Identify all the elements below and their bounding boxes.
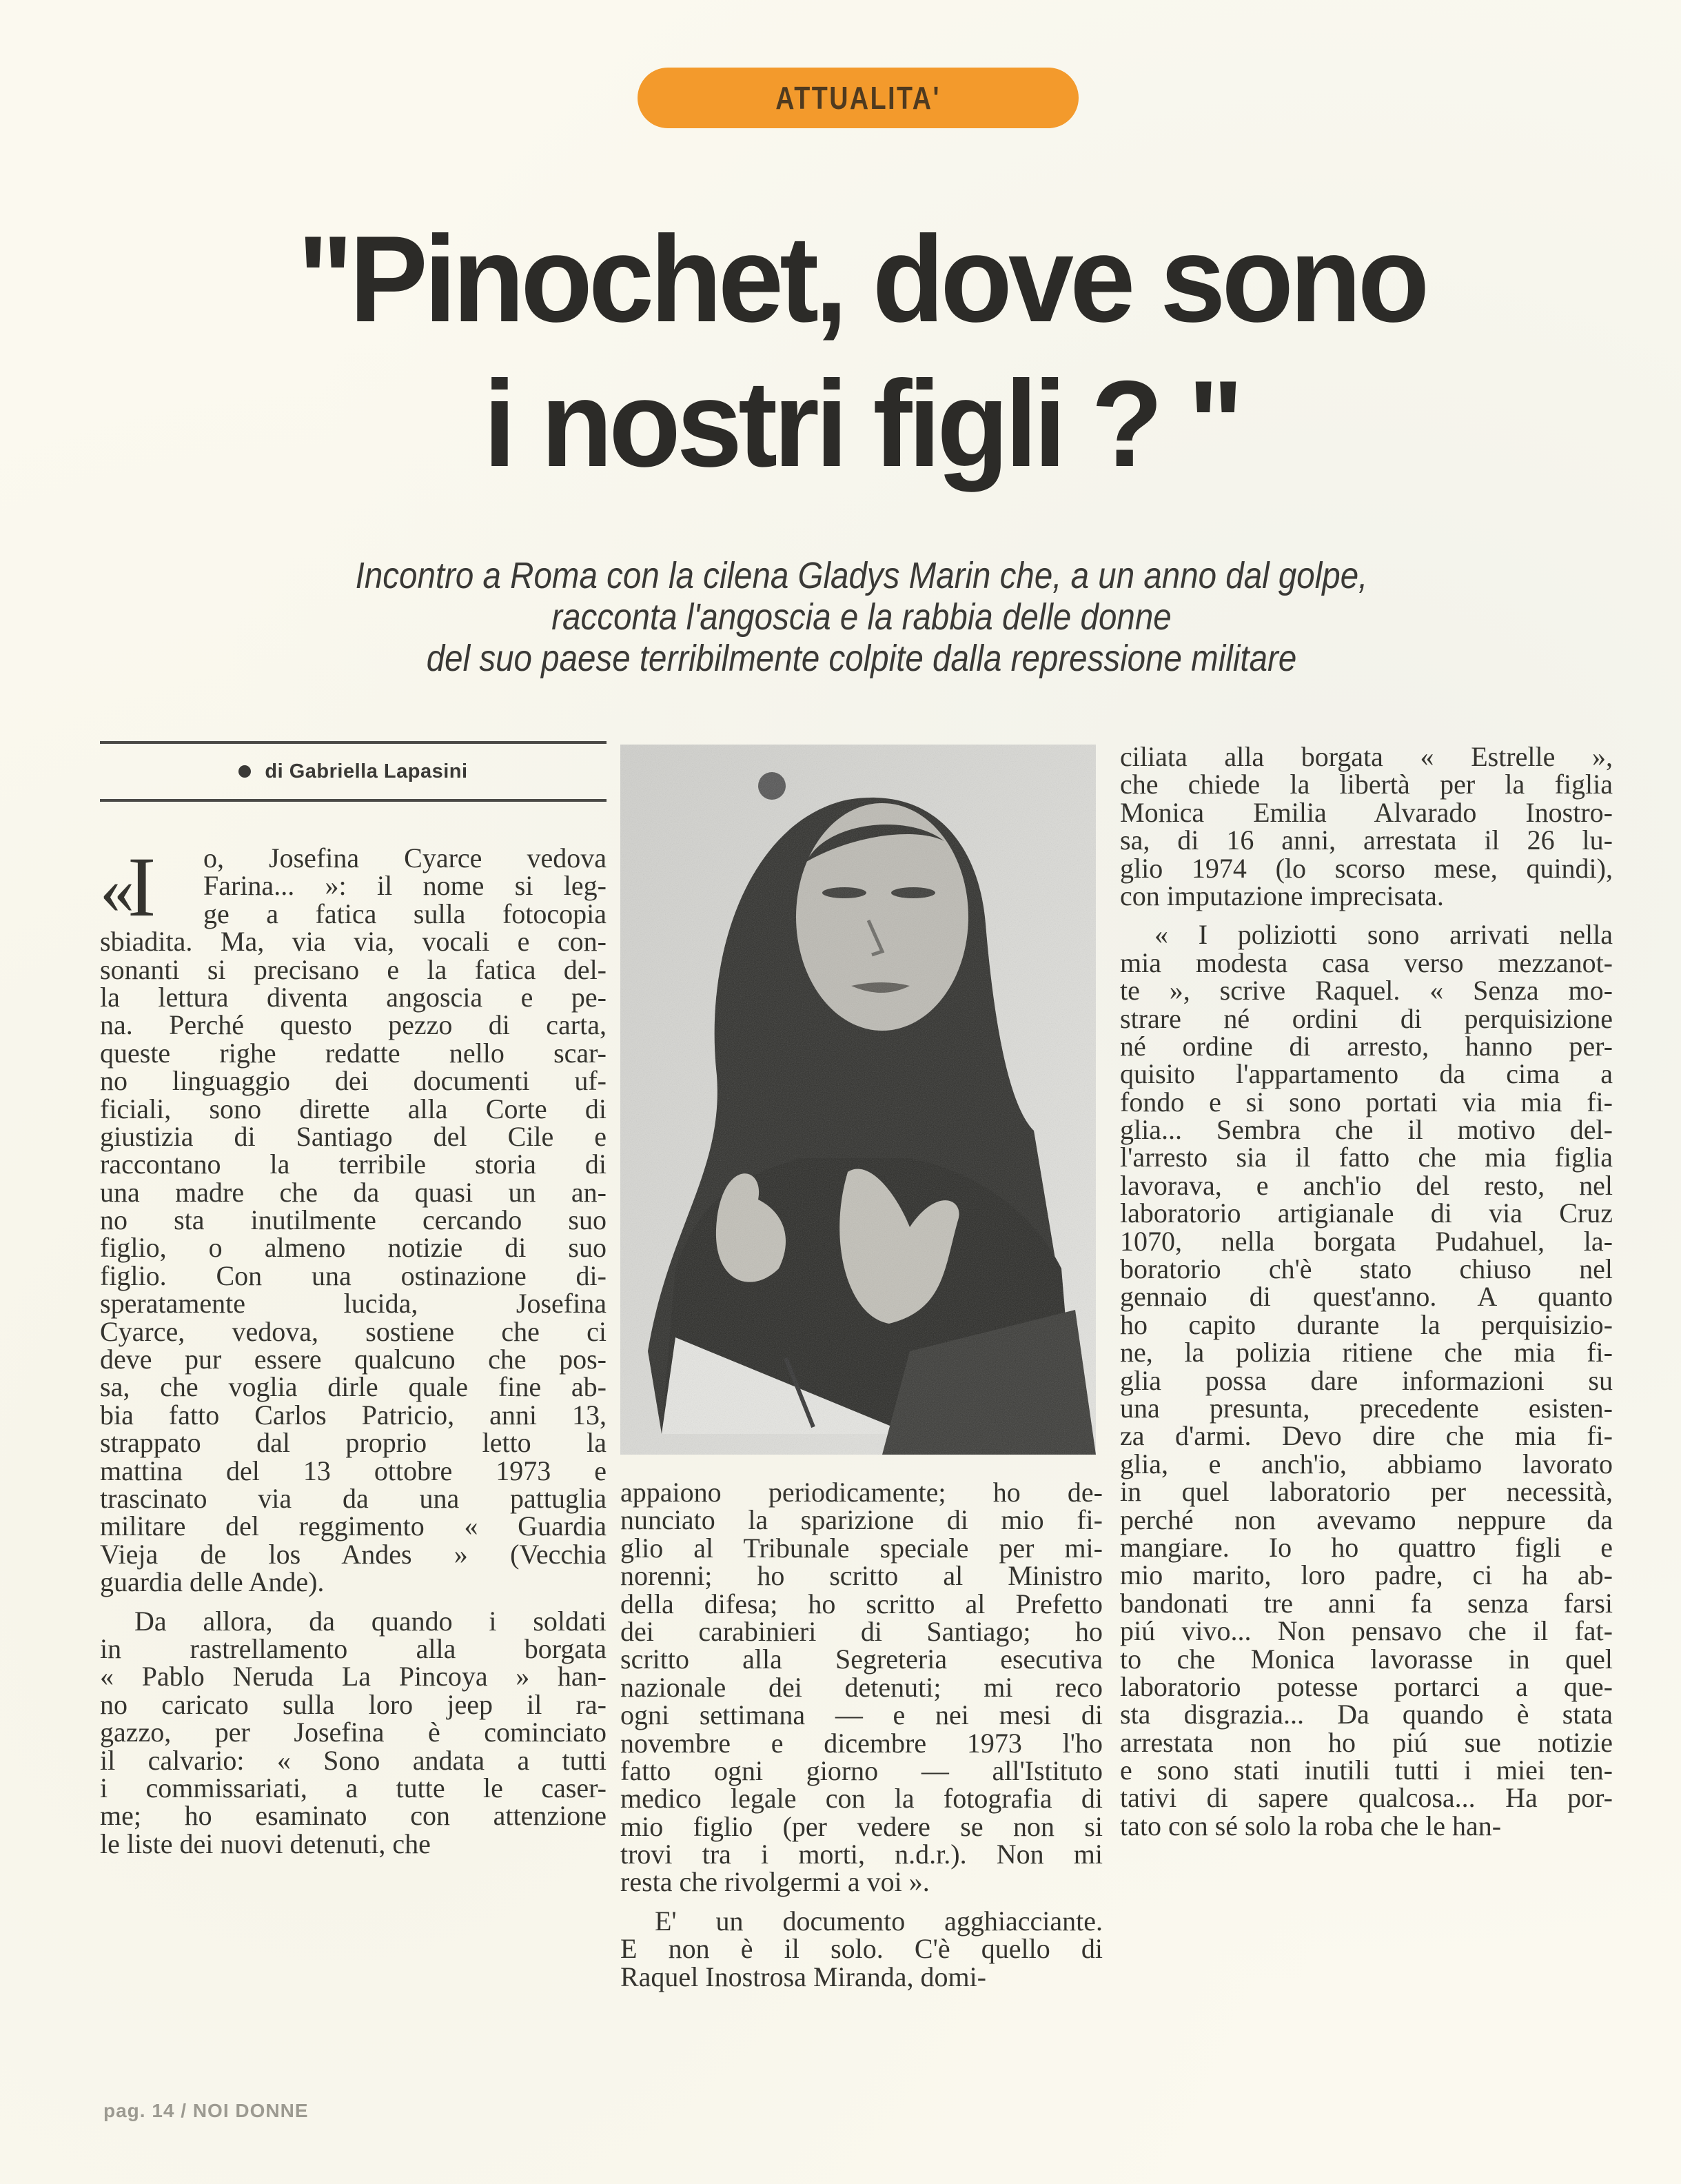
text-line: « Pablo Neruda La Pincoya » han-: [100, 1661, 607, 1692]
text-line: ho capito durante la perquisizio-: [1120, 1308, 1613, 1340]
text-line: sbiadita. Ma, via via, vocali e con-: [100, 926, 607, 958]
text-line: fatto ogni giorno — all'Istituto: [620, 1755, 1103, 1786]
text-line: me; ho esaminato con attenzione: [100, 1800, 607, 1832]
text-line: Da allora, da quando i soldati: [134, 1605, 607, 1637]
text-line: Monica Emilia Alvarado Inostro-: [1120, 796, 1613, 828]
headline: [124, 207, 1599, 496]
text-line: no linguaggio dei documenti uf-: [100, 1065, 607, 1097]
text-line: Cyarce, vedova, sostiene che ci: [100, 1315, 607, 1347]
text-line: no sta inutilmente cercando suo: [100, 1204, 607, 1236]
text-line: glia... Sembra che il motivo del-: [1120, 1114, 1613, 1146]
text-line: trascinato via da una pattuglia: [100, 1482, 607, 1514]
drop-cap-letter: I: [128, 840, 156, 934]
subheadline-line-3: del suo paese terribilmente colpite dalla repressione militare: [426, 638, 1297, 679]
byline-author: di Gabriella Lapasini: [265, 760, 468, 782]
magazine-name: NOI DONNE: [192, 2100, 309, 2121]
text-line: strappato dal proprio letto la: [100, 1427, 607, 1459]
text-line: quisito l'appartamento da cima a: [1120, 1058, 1613, 1090]
text-line: mio marito, loro padre, ci ha ab-: [1120, 1559, 1613, 1591]
article-column-3: [1120, 743, 1613, 1840]
text-line: medico legale con la fotografia di: [620, 1783, 1103, 1814]
text-line: una madre che da quasi un an-: [100, 1176, 607, 1208]
text-line: laboratorio artigianale di via Cruz: [1120, 1197, 1613, 1229]
bullet-icon: [238, 765, 251, 778]
text-line: no caricato sulla loro jeep il ra-: [100, 1688, 607, 1720]
text-line: laboratorio potesse portarci a que-: [1120, 1670, 1613, 1702]
text-line: Farina... »: il nome si leg-: [203, 870, 607, 902]
text-line: deve pur essere qualcuno che pos-: [100, 1344, 607, 1375]
subheadline-line-1: Incontro a Roma con la cilena Gladys Marin che, a un anno dal golpe,: [355, 555, 1368, 596]
text-line: figlio. Con una ostinazione di-: [100, 1260, 607, 1291]
text-line: boratorio ch'è stato chiuso nel: [1120, 1253, 1613, 1285]
text-line: bia fatto Carlos Patricio, anni 13,: [100, 1399, 607, 1430]
text-line: mia modesta casa verso mezzanot-: [1120, 947, 1613, 978]
text-line: trovi tra i morti, n.d.r.). Non mi: [620, 1839, 1103, 1870]
page-number: pag. 14: [103, 2100, 175, 2121]
text-line: dei carabinieri di Santiago; ho: [620, 1615, 1103, 1647]
text-line: in rastrellamento alla borgata: [100, 1632, 607, 1664]
page-footer: [103, 2100, 309, 2122]
text-line: glio al Tribunale speciale per mi-: [620, 1532, 1103, 1564]
text-line: piú vivo... Non pensavo che il fat-: [1120, 1615, 1613, 1647]
text-line: E non è il solo. C'è quello di: [620, 1933, 1103, 1965]
text-line: glia, e anch'io, abbiamo lavorato: [1120, 1448, 1613, 1479]
text-line: scritto alla Segreteria esecutiva: [620, 1644, 1103, 1675]
text-line: strare né ordini di perquisizione: [1120, 1002, 1613, 1034]
text-line: o, Josefina Cyarce vedova: [203, 842, 607, 873]
text-line: giustizia di Santiago del Cile e: [100, 1120, 607, 1152]
byline: [100, 741, 607, 802]
text-line: che chiede la libertà per la figlia: [1120, 769, 1613, 800]
text-line: appaiono periodicamente; ho de-: [620, 1477, 1103, 1508]
text-line: le liste dei nuovi detenuti, che: [100, 1828, 431, 1859]
text-line: militare del reggimento « Guardia: [100, 1510, 607, 1542]
text-line: della difesa; ho scritto al Prefetto: [620, 1588, 1103, 1619]
text-line: nunciato la sparizione di mio fi-: [620, 1504, 1103, 1536]
text-line: bandonati tre anni fa senza farsi: [1120, 1587, 1613, 1619]
text-line: nazionale dei detenuti; mi reco: [620, 1671, 1103, 1703]
text-line: te », scrive Raquel. « Senza mo-: [1120, 975, 1613, 1007]
footer-separator: /: [181, 2100, 187, 2121]
text-line: tato con sé solo la roba che le han-: [1120, 1810, 1502, 1841]
text-line: resta che rivolgermi a voi ».: [620, 1866, 930, 1898]
text-line: e sono stati inutili tutti i miei ten-: [1120, 1755, 1613, 1786]
text-line: in quel laboratorio per necessità,: [1120, 1476, 1613, 1508]
text-line: la lettura diventa angoscia e pe-: [100, 981, 607, 1013]
text-line: mattina del 13 ottobre 1973 e: [100, 1455, 607, 1486]
text-line: na. Perché questo pezzo di carta,: [100, 1009, 607, 1041]
article-column-1: [100, 840, 607, 1859]
text-line: arrestata non ho piú sue notizie: [1120, 1726, 1613, 1758]
portrait-photo: [620, 745, 1096, 1455]
text-line: perché non avevamo neppure da: [1120, 1504, 1613, 1535]
text-line: sa, che voglia dirle quale fine ab-: [100, 1371, 607, 1403]
text-line: ficiali, sono dirette alla Corte di: [100, 1093, 607, 1124]
text-line: glia possa dare informazioni su: [1120, 1364, 1613, 1396]
text-line: tativi di sapere qualcosa... Ha por-: [1120, 1782, 1613, 1814]
text-line: con imputazione imprecisata.: [1120, 880, 1444, 911]
text-line: figlio, o almeno notizie di suo: [100, 1232, 607, 1264]
text-line: 1070, nella borgata Pudahuel, la-: [1120, 1225, 1613, 1257]
text-line: novembre e dicembre 1973 l'ho: [620, 1727, 1103, 1759]
text-line: il calvario: « Sono andata a tutti: [100, 1744, 607, 1776]
text-line: ciliata alla borgata « Estrelle »,: [1120, 741, 1613, 772]
text-line: norenni; ho scritto al Ministro: [620, 1560, 1103, 1592]
text-line: mio figlio (per vedere se non si: [620, 1810, 1103, 1842]
drop-cap-quote: «: [100, 851, 128, 928]
article-column-2: [620, 1479, 1103, 1991]
text-line: sta disgrazia... Da quando è stata: [1120, 1699, 1613, 1730]
text-line: mangiare. Io ho quattro figli e: [1120, 1531, 1613, 1563]
headline-line-1: "Pinochet, dove sono: [297, 210, 1426, 347]
text-line: Raquel Inostrosa Miranda, domi-: [620, 1961, 986, 1992]
subheadline: [124, 555, 1599, 679]
text-line: lavorava, e anch'io del resto, nel: [1120, 1169, 1613, 1201]
portrait-photo-graphic: [620, 745, 1096, 1455]
drop-cap: [100, 840, 156, 936]
section-tag-label: ATTUALITA': [775, 80, 941, 116]
text-line: una presunta, precedente esisten-: [1120, 1392, 1613, 1424]
text-line: za d'armi. Devo dire che mia fi-: [1120, 1420, 1613, 1452]
text-line: guardia delle Ande).: [100, 1566, 325, 1598]
text-line: gennaio di quest'anno. A quanto: [1120, 1281, 1613, 1313]
section-tag: [638, 68, 1079, 128]
text-line: raccontano la terribile storia di: [100, 1149, 607, 1180]
text-line: Vieja de los Andes » (Vecchia: [100, 1538, 607, 1570]
text-line: sonanti si precisano e la fatica del-: [100, 953, 607, 985]
text-line: ogni settimana — e nei mesi di: [620, 1699, 1103, 1731]
text-line: gazzo, per Josefina è cominciato: [100, 1717, 607, 1748]
headline-line-2: i nostri figli ? ": [483, 355, 1240, 492]
text-line: queste righe redatte nello scar-: [100, 1037, 607, 1069]
text-line: E' un documento agghiacciante.: [655, 1905, 1103, 1937]
subheadline-line-2: racconta l'angoscia e la rabbia delle donne: [551, 596, 1172, 638]
text-line: to che Monica lavorasse in quel: [1120, 1643, 1613, 1675]
text-line: glio 1974 (lo scorso mese, quindi),: [1120, 852, 1613, 884]
text-line: i commissariati, a tutte le caser-: [100, 1772, 607, 1803]
text-line: « I poliziotti sono arrivati nella: [1154, 919, 1613, 951]
text-line: ge a fatica sulla fotocopia: [203, 898, 607, 929]
text-line: ne, la polizia ritiene che mia fi-: [1120, 1337, 1613, 1368]
text-line: l'arresto sia il fatto che mia figlia: [1120, 1142, 1613, 1173]
text-line: speratamente lucida, Josefina: [100, 1288, 607, 1320]
text-line: sa, di 16 anni, arrestata il 26 lu-: [1120, 825, 1613, 856]
text-line: fondo e si sono portati via mia fi-: [1120, 1086, 1613, 1118]
text-line: né ordine di arresto, hanno per-: [1120, 1030, 1613, 1062]
